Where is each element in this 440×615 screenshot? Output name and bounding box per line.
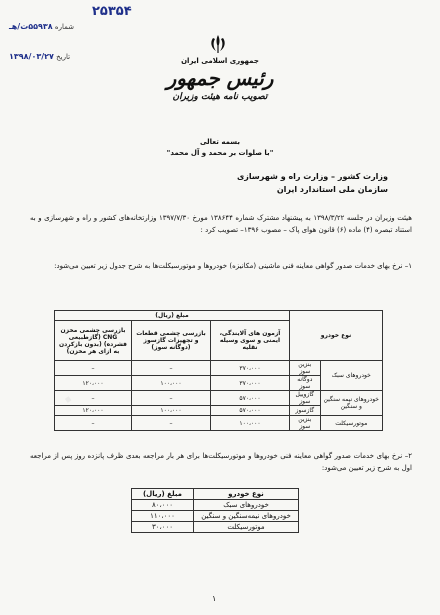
table-row [132, 522, 299, 533]
page-number: ۱ [212, 594, 217, 603]
fee-table-initial [54, 310, 383, 431]
fee-table-repeat [131, 488, 299, 533]
header-president: رئيس جمهور [166, 66, 274, 90]
table2-header-amount: مبلغ (ريال) [132, 489, 194, 500]
bismillah: بسمه تعالی [199, 138, 241, 146]
recipient-line-1: وزارت کشور – وزارت راه و شهرسازی [236, 172, 388, 181]
header-republic: جمهوری اسلامی ايران [181, 57, 259, 65]
letter-number-value: ۵۵۹۳۸ت/هـ [9, 22, 53, 31]
registration-stamp-number: ۲۵۳۵۴ [92, 4, 132, 19]
table1-value-a: ۵۷۰،۰۰۰ [211, 391, 290, 406]
table1-header-type: نوع خودرو [290, 311, 383, 361]
table1-value-c: – [55, 416, 132, 431]
table1-value-a: ۱۰۰،۰۰۰ [211, 416, 290, 431]
table1-value-b: ۱۰۰،۰۰۰ [132, 406, 211, 416]
table1-group: خودروهای سبک [320, 361, 382, 391]
table2-type: خودروهای نيمه‌سنگين و سنگين [194, 511, 299, 522]
table1-fuel: بنزين سوز [290, 361, 321, 376]
letter-date-label: تاريخ [56, 53, 71, 61]
table2-header-type: نوع خودرو [194, 489, 299, 500]
salawat: "با صلوات بر محمد و آل محمد" [166, 149, 274, 157]
table1-value-b: – [132, 361, 211, 376]
table1-value-c: – [55, 391, 132, 406]
table1-value-b: – [132, 416, 211, 431]
table1-fuel: دوگانه سوز [290, 376, 321, 391]
table1-value-b: – [132, 391, 211, 406]
table1-value-a: ۵۷۰،۰۰۰ [211, 406, 290, 416]
table1-fuel: گازسوز [290, 406, 321, 416]
recipient-line-2: سازمان ملی استاندارد ايران [276, 185, 388, 194]
table2-type: خودروهای سبک [194, 500, 299, 511]
table1-group: خودروهای نيمه سنگين و سنگين [320, 391, 382, 416]
iran-emblem-icon [207, 33, 229, 55]
decree-intro: هيئت وزيران در جلسه ۱۳۹۸/۳/۲۲ به پيشنهاد مشترک شماره ۱۳۸۶۴۴ مورخ ۱۳۹۷/۷/۳۰ وزارتخانه‌های کشور و راه و شهرسازی و به استناد تبصره (۴) ماده (۶) قانون هوای پاک – مصوب ۱۳۹۶– تصويب کرد : [30, 214, 412, 234]
table1-fuel: گازوييل سوز [290, 391, 321, 406]
table-row [55, 391, 383, 406]
table1-group: موتورسيکلت [320, 416, 382, 431]
table-row [55, 361, 383, 376]
table1-value-a: ۳۷۰،۰۰۰ [211, 376, 290, 391]
table2-amount: ۱۱۰،۰۰۰ [132, 511, 194, 522]
decree-item-2: ۲– نرخ بهای خدمات صدور گواهی معاينه فنی خودروها و موتورسيکلت‌ها برای هر بار مراجعه بعدی ظرف پانزده روز پس از مراجعه اول به شرح زير تعيين می‌شود: [30, 452, 412, 472]
table2-amount: ۳۰،۰۰۰ [132, 522, 194, 533]
header-cabinet-decree: تصويب نامه هيئت وزيران [172, 92, 268, 102]
table-row [55, 416, 383, 431]
letter-date-value: ۱۳۹۸/۰۳/۲۷ [9, 52, 54, 61]
watermark: . [52, 379, 78, 411]
table-row [132, 511, 299, 522]
table1-header-col-c: بازرسی چشمی مخزن CNG (گازطبيعی فشرده) (بدون بازکردن به ازای هر مخزن) [55, 321, 132, 361]
table1-header-col-b: بازرسی چشمی قطعات و تجهيزات گازسوز (دوگانه سوز) [132, 321, 211, 361]
table2-amount: ۸۰،۰۰۰ [132, 500, 194, 511]
table2-type: موتورسيکلت [194, 522, 299, 533]
table1-value-b: ۱۰۰،۰۰۰ [132, 376, 211, 391]
letter-number-label: شماره [54, 23, 74, 31]
table1-header-col-a: آزمون های آلايندگی، ايمنی و سوی وسيله نقليه [211, 321, 290, 361]
letter-date [6, 52, 70, 61]
table-row [132, 500, 299, 511]
table1-value-c: – [55, 361, 132, 376]
letter-number [6, 22, 74, 31]
table1-value-c: ۱۲۰،۰۰۰ [55, 406, 132, 416]
decree-item-1: ۱– نرخ بهای خدمات صدور گواهی معاينه فنی ماشينی (مکانيزه) خودروها و موتورسيکلت‌ها به شرح جدول زير تعيين می‌شود: [54, 262, 412, 270]
table1-fuel: بنزين سوز [290, 416, 321, 431]
table1-value-c: ۱۲۰،۰۰۰ [55, 376, 132, 391]
table1-header-amount: مبلغ (ريال) [55, 311, 290, 321]
table1-value-a: ۳۷۰،۰۰۰ [211, 361, 290, 376]
